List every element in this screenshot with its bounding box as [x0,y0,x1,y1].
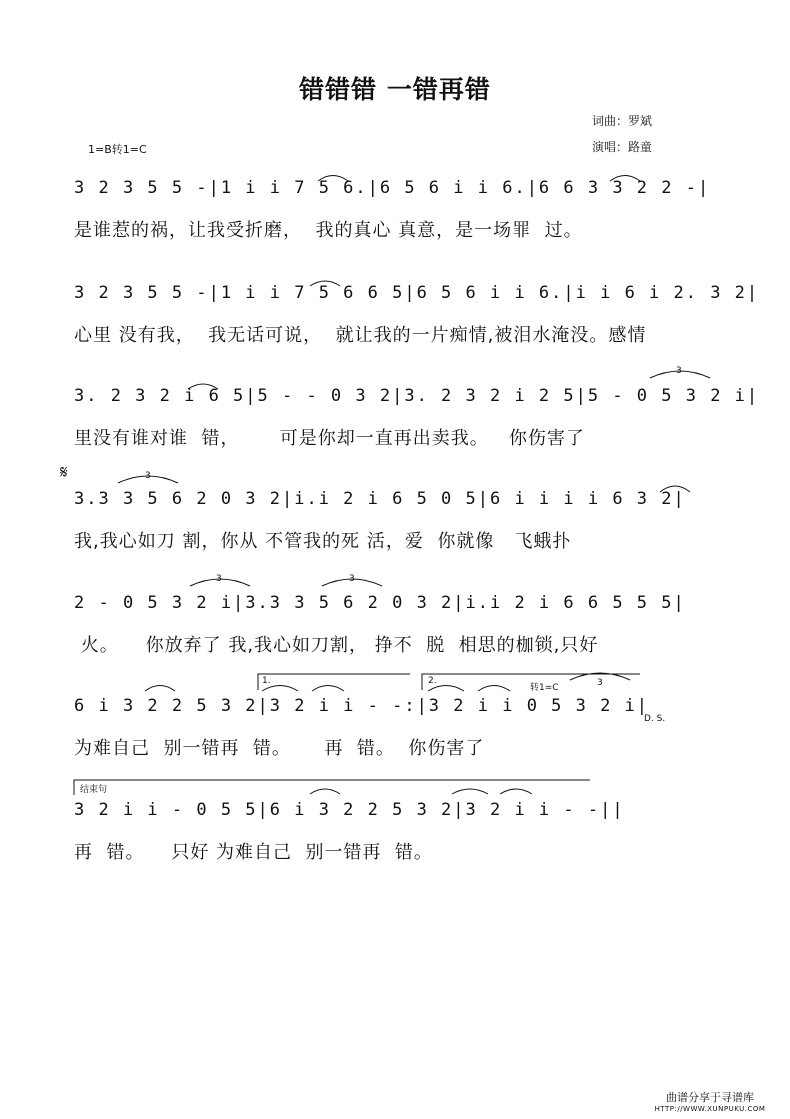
volta-1-label: 1. [262,676,271,686]
slur [660,486,690,492]
notes: 2 - 0 5 3 2 i|3.3 3 5 6 2 0 3 2|i.i 2 i 6 6 5 5 5| [74,593,686,613]
footer-site: 曲谱分享于寻谱库 [666,1091,754,1104]
volta-1-bracket [258,674,410,690]
volta-2-label: 2. [428,676,437,686]
slur [452,789,488,794]
ds-label: D. S. [644,714,666,724]
footer-url: HTTP://WWW.XUNPUKU.COM [654,1105,766,1113]
lyrics: 我,我心如刀 割，你从 不管我的死 活，爱 你就像 飞蛾扑 [74,531,572,552]
segno-sign: 𝄋 [60,462,68,483]
notes: 6 i 3 2 2 5 3 2|3 2 i i - -:|3 2 i i 0 5 3 2 i| [74,696,650,716]
notes: 3.3 3 5 6 2 0 3 2|i.i 2 i 6 5 0 5|6 i i i i 6 3 2| [74,489,686,509]
slur [310,789,340,794]
volta-2-bracket [422,674,640,690]
coda-bracket [74,780,590,795]
page-title: 错错错 一错再错 [299,75,491,104]
lyrics: 为难自己 别一错再 错。 再 错。 你伤害了 [74,738,485,759]
lyrics: 再 错。 只好 为难自己 别一错再 错。 [74,842,433,863]
lyrics: 里没有谁对谁 错， 可是你却一直再出卖我。 你伤害了 [74,428,585,449]
composer-credit: 词曲：罗斌 [592,114,653,128]
notes: 3 2 i i - 0 5 5|6 i 3 2 2 5 3 2|3 2 i i - -|| [74,800,625,820]
slur [478,686,510,692]
key-signature: 1=B转1=C [88,143,147,156]
lyrics: 心里 没有我， 我无话可说， 就让我的一片痴情,被泪水淹没。感情 [74,325,647,346]
triplet-mark: 3 [597,678,603,688]
slur [312,686,344,692]
triplet-mark: 3 [145,471,151,481]
coda-label: 结束句 [80,785,108,795]
notes: 3. 2 3 2 i 6 5|5 - - 0 3 2|3. 2 3 2 i 2 5|5 - 0 5 3 2 i| [74,386,760,406]
triplet-mark: 3 [349,574,355,584]
notes: 3 2 3 5 5 -|1 i i 7 5 6 6 5|6 5 6 i i 6.|i i 6 i 2. 3 2| [74,283,760,303]
slur [428,686,464,692]
triplet-mark: 3 [216,574,222,584]
slur [188,384,218,389]
slur [262,686,298,692]
slur [318,176,348,182]
singer-credit: 演唱：路童 [592,140,653,154]
slur [500,789,532,794]
slur [310,281,340,286]
notes: 3 2 3 5 5 -|1 i i 7 5 6.|6 5 6 i i 6.|6 6 3 3 2 2 -| [74,178,711,198]
slur [610,176,640,182]
lyrics: 是谁惹的祸，让我受折磨， 我的真心 真意，是一场罪 过。 [74,220,583,241]
triplet-mark: 3 [676,366,682,376]
modulation-label: 转1=C [530,683,559,693]
lyrics: 火。 你放弃了 我,我心如刀割， 挣不 脱 相思的枷锁,只好 [74,635,599,656]
slur [145,686,175,692]
